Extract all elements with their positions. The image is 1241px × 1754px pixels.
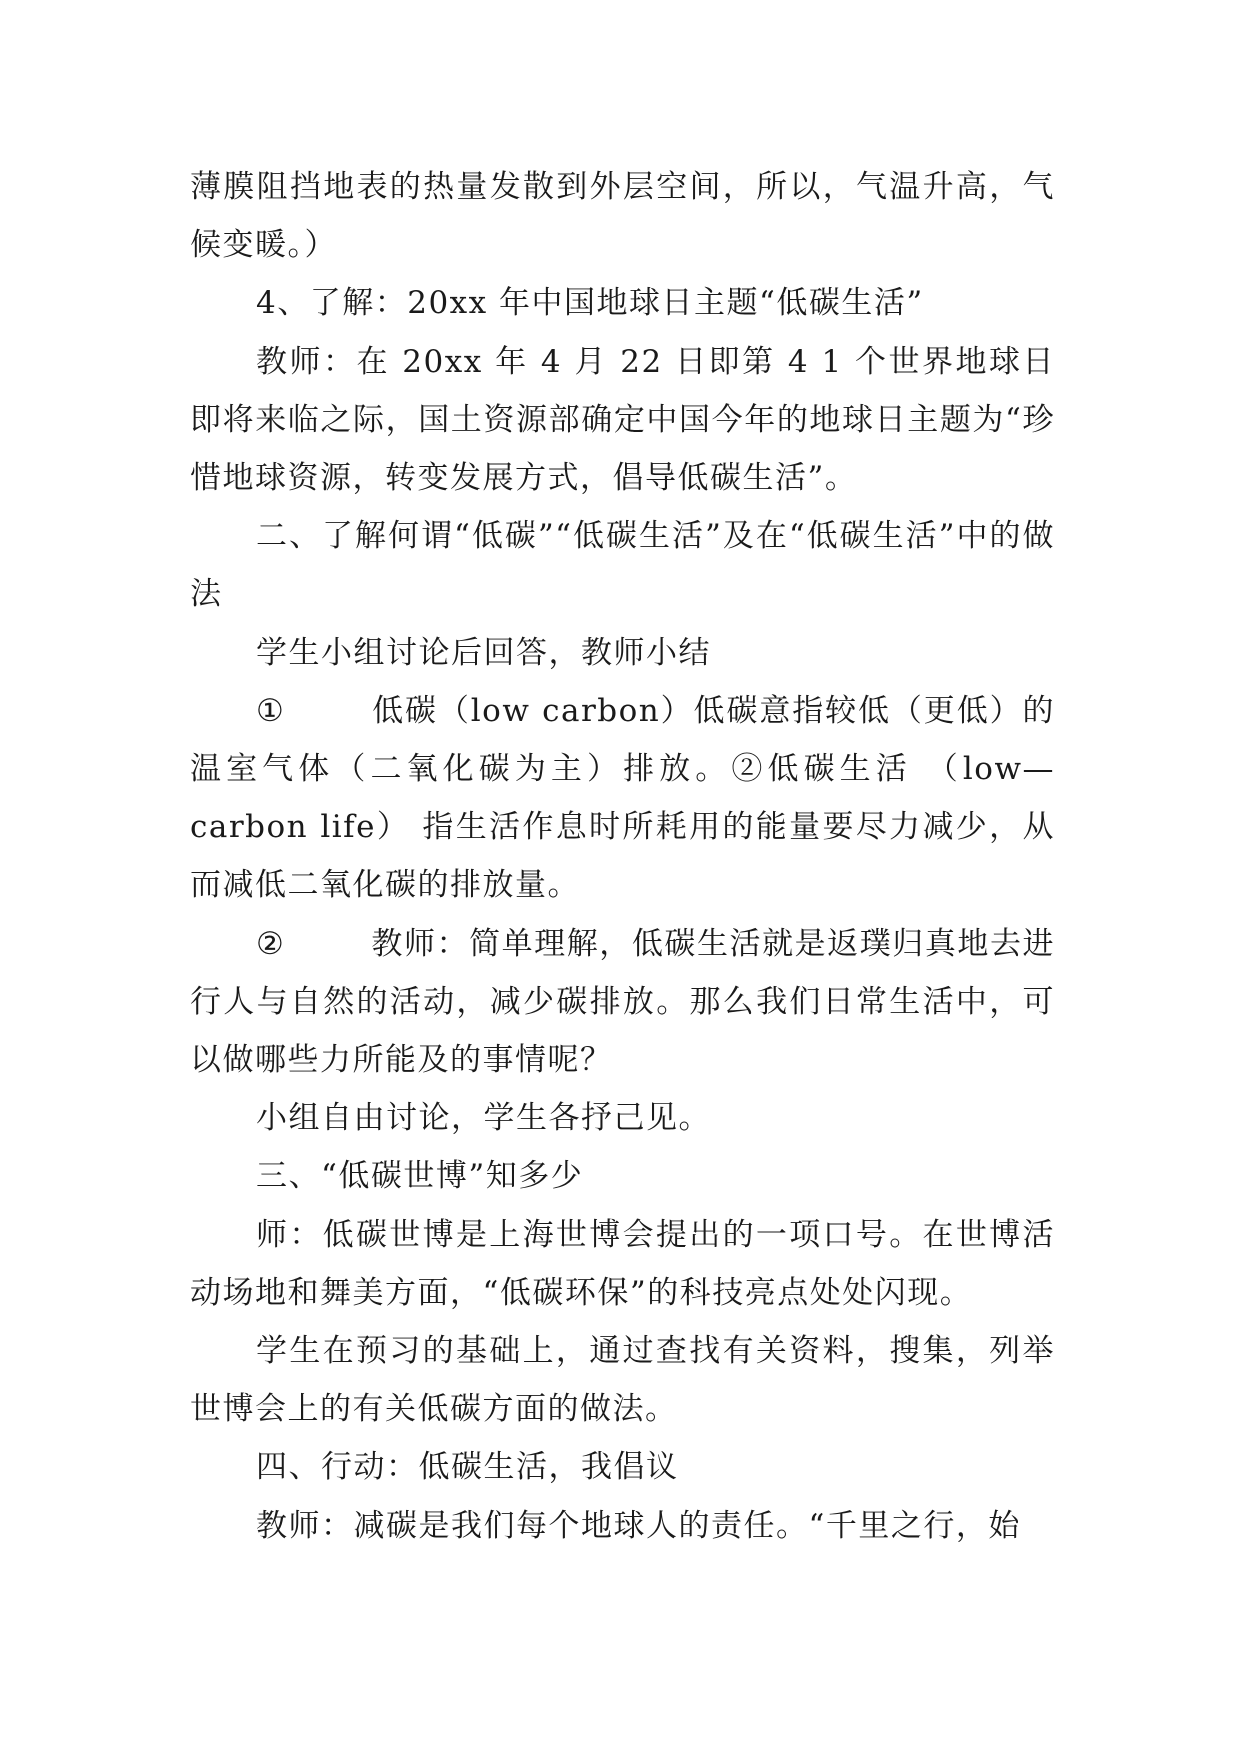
paragraph: 学生在预习的基础上，通过查找有关资料，搜集，列举世博会上的有关低碳方面的做法。 <box>190 1333 1055 1428</box>
paragraph-text: 低碳（low carbon）低碳意指较低（更低）的温室气体（二氧化碳为主）排放。②低碳生活 （low—carbon life） 指生活作息时所耗用的能量要尽力减少，从而减低二氧化碳的排放量。 <box>190 692 1055 904</box>
paragraph: 教师：在 20xx 年 4 月 22 日即第 4 1 个世界地球日即将来临之际，国土资源部确定中国今年的地球日主题为“珍惜地球资源，转变发展方式，倡导低碳生活”。 <box>190 343 1055 497</box>
paragraph: 二、了解何谓“低碳”“低碳生活”及在“低碳生活”中的做法 <box>190 518 1055 613</box>
paragraph: 薄膜阻挡地表的热量发散到外层空间，所以，气温升高，气候变暖。） <box>190 169 1055 264</box>
paragraph: 教师：减碳是我们每个地球人的责任。“千里之行，始 <box>256 1507 1021 1544</box>
paragraph: 4、了解：20xx 年中国地球日主题“低碳生活” <box>256 285 924 322</box>
paragraph-text: 教师：简单理解，低碳生活就是返璞归真地去进行人与自然的活动，减少碳排放。那么我们日常生活中，可以做哪些力所能及的事情呢？ <box>190 925 1056 1079</box>
document-body <box>190 158 1055 1555</box>
paragraph: 师：低碳世博是上海世博会提出的一项口号。在世博活动场地和舞美方面，“低碳环保”的科技亮点处处闪现。 <box>190 1216 1055 1311</box>
section-heading: 四、行动：低碳生活，我倡议 <box>256 1449 679 1486</box>
section-heading: 三、“低碳世博”知多少 <box>256 1158 584 1195</box>
numbered-paragraph <box>190 682 1055 915</box>
list-marker: ② <box>256 925 286 962</box>
numbered-paragraph <box>190 915 1055 1090</box>
paragraph: 小组自由讨论，学生各抒己见。 <box>256 1100 711 1137</box>
paragraph: 学生小组讨论后回答，教师小结 <box>256 634 711 671</box>
list-marker: ① <box>256 692 286 729</box>
